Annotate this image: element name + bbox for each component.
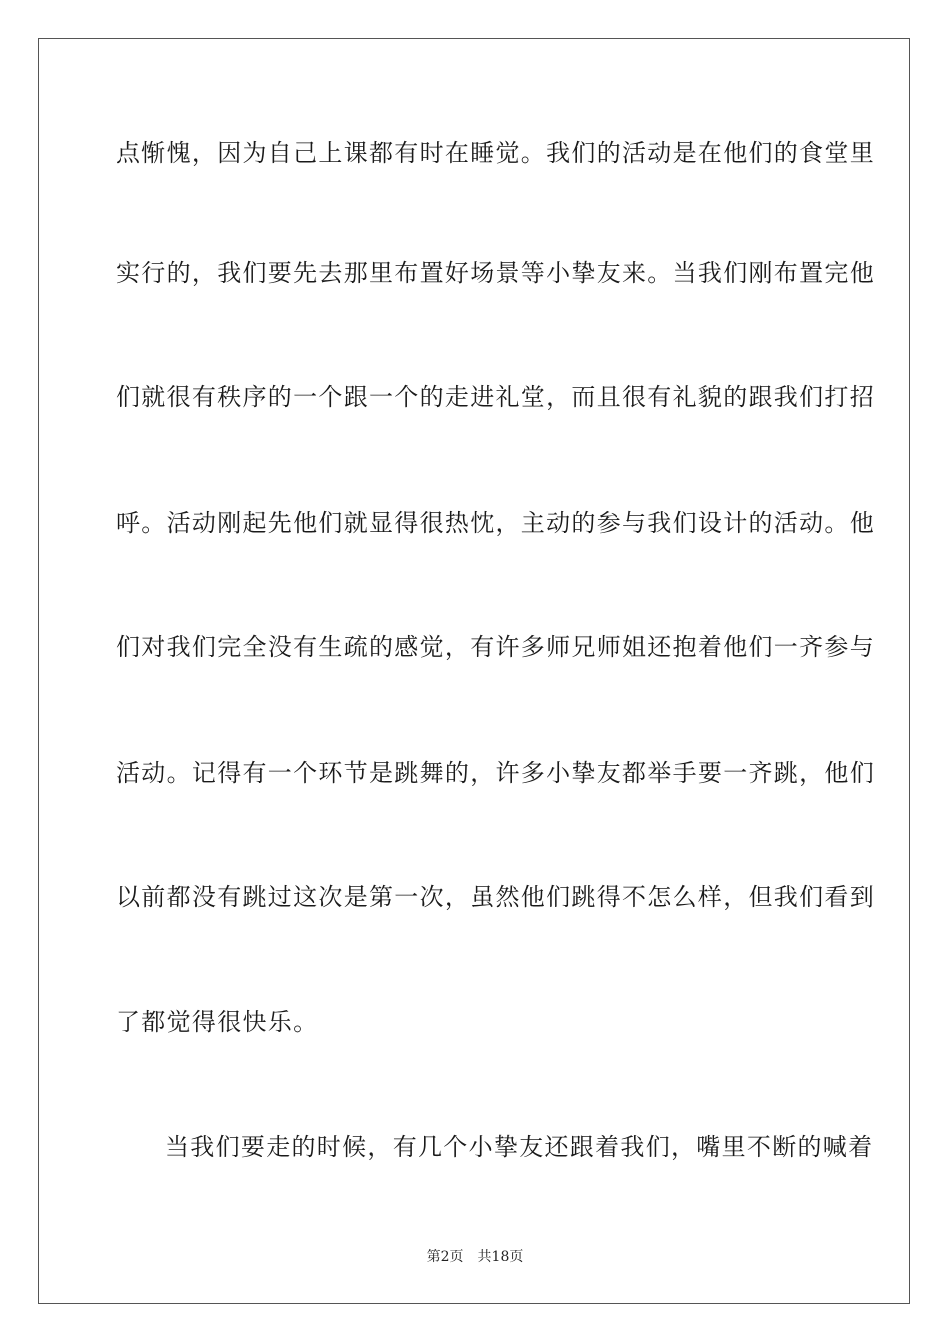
paragraph-line: 以前都没有跳过这次是第一次，虽然他们跳得不怎么样，但我们看到 <box>116 883 875 911</box>
paragraph-line: 活动。记得有一个环节是跳舞的，许多小挚友都举手要一齐跳，他们 <box>116 759 875 787</box>
paragraph-line: 们对我们完全没有生疏的感觉，有许多师兄师姐还抱着他们一齐参与 <box>116 633 875 661</box>
paragraph-line: 点惭愧，因为自己上课都有时在睡觉。我们的活动是在他们的食堂里 <box>116 139 875 167</box>
paragraph-line: 实行的，我们要先去那里布置好场景等小挚友来。当我们刚布置完他 <box>116 259 875 287</box>
page-total: 共18页 <box>477 1249 524 1265</box>
paragraph-line: 们就很有秩序的一个跟一个的走进礼堂，而且很有礼貌的跟我们打招 <box>116 383 875 411</box>
paragraph-line: 了都觉得很快乐。 <box>116 1008 319 1036</box>
paragraph-line: 当我们要走的时候，有几个小挚友还跟着我们，嘴里不断的喊着 <box>165 1133 874 1161</box>
paragraph-line: 呼。活动刚起先他们就显得很热忱，主动的参与我们设计的活动。他 <box>116 509 875 537</box>
page-footer <box>0 1248 950 1266</box>
page-border <box>38 38 910 1304</box>
page-number: 第2页 <box>426 1249 464 1265</box>
